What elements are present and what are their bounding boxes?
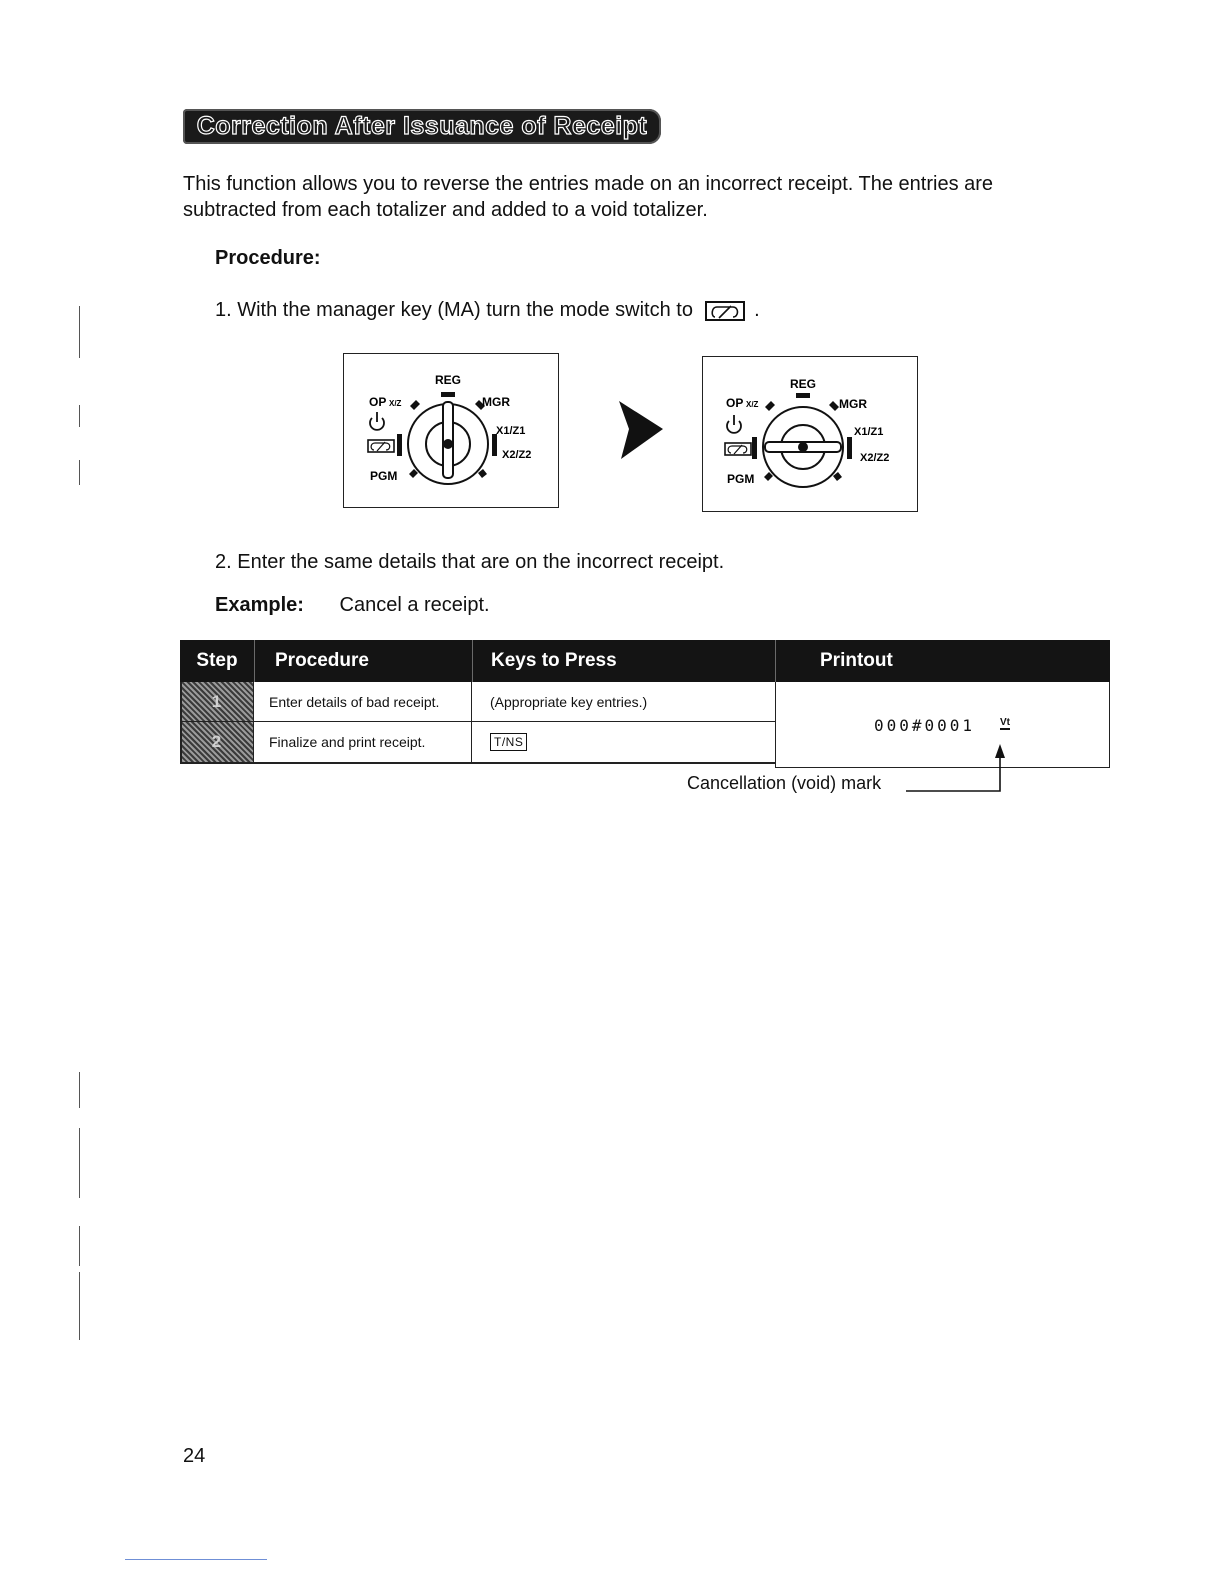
- callout-text: Cancellation (void) mark: [687, 773, 882, 793]
- arrow-right-icon: [617, 397, 663, 461]
- margin-mark: [79, 460, 80, 485]
- margin-mark: [79, 306, 80, 358]
- header-procedure: Procedure: [275, 650, 369, 671]
- example-line: [215, 594, 490, 617]
- power-icon: [727, 415, 741, 433]
- label-op: OP: [726, 396, 744, 410]
- label-x1z1: X1/Z1: [496, 425, 526, 437]
- void-mode-icon: [725, 443, 751, 455]
- label-op-sub: X/Z: [746, 400, 759, 409]
- table-border: [180, 682, 182, 764]
- margin-mark: [79, 405, 80, 427]
- table-header: [180, 640, 1110, 682]
- label-op: OP: [369, 395, 387, 409]
- power-icon: [370, 412, 384, 430]
- label-reg: REG: [434, 373, 462, 387]
- header-keys: Keys to Press: [491, 650, 617, 671]
- procedure-heading: Procedure:: [215, 247, 321, 269]
- keys-cell: (Appropriate key entries.): [490, 693, 648, 710]
- receipt-number: 000#0001: [874, 716, 976, 735]
- label-x2z2: X2/Z2: [502, 449, 532, 461]
- callout-arrow-icon: [900, 742, 1015, 798]
- mode-switch-before: [343, 353, 559, 508]
- step-1-text: 1. With the manager key (MA) turn the mode switch to: [215, 299, 693, 321]
- label-reg: REG: [789, 377, 817, 391]
- page-number: 24: [183, 1445, 206, 1467]
- bottom-rule: [125, 1559, 267, 1560]
- label-pgm: PGM: [727, 472, 755, 486]
- label-mgr: MGR: [482, 395, 510, 409]
- tns-key-icon: T/NS: [490, 733, 527, 751]
- margin-mark: [79, 1226, 80, 1266]
- section-title-bar: [183, 109, 661, 144]
- header-printout: Printout: [820, 650, 893, 671]
- step-cell: [180, 682, 254, 721]
- step-cell: [180, 722, 254, 762]
- step-1: [215, 299, 760, 322]
- label-pgm: PGM: [370, 469, 398, 483]
- example-text: Cancel a receipt.: [339, 594, 490, 616]
- label-mgr: MGR: [839, 397, 867, 411]
- margin-mark: [79, 1128, 80, 1198]
- section-title: Correction After Issuance of Receipt: [196, 112, 648, 140]
- label-op-sub: X/Z: [389, 399, 402, 408]
- table-border: [180, 762, 775, 764]
- void-mode-icon: [705, 301, 745, 321]
- table-row: [180, 722, 775, 762]
- margin-mark: [79, 1272, 80, 1340]
- margin-mark: [79, 1072, 80, 1108]
- keys-cell: [472, 722, 775, 762]
- step-number: 2: [211, 732, 222, 751]
- label-x1z1: X1/Z1: [854, 426, 884, 438]
- step-2: 2. Enter the same details that are on the incorrect receipt.: [215, 551, 725, 573]
- header-step: Step: [196, 650, 238, 671]
- label-x2z2: X2/Z2: [860, 452, 890, 464]
- example-label: Example:: [215, 594, 304, 616]
- mode-switch-after: [702, 356, 918, 512]
- intro-paragraph: This function allows you to reverse the entries made on an incorrect receipt. The entries are subtracted from each totalizer and added to a void totalizer.: [183, 173, 994, 221]
- void-mode-icon: [368, 440, 394, 452]
- step-number: 1: [211, 691, 222, 711]
- step-1-suffix: .: [754, 299, 760, 321]
- void-mark: Vt: [1000, 717, 1010, 728]
- table-row: [180, 682, 775, 722]
- procedure-cell: Finalize and print receipt.: [254, 722, 472, 762]
- procedure-cell: Enter details of bad receipt.: [254, 682, 472, 721]
